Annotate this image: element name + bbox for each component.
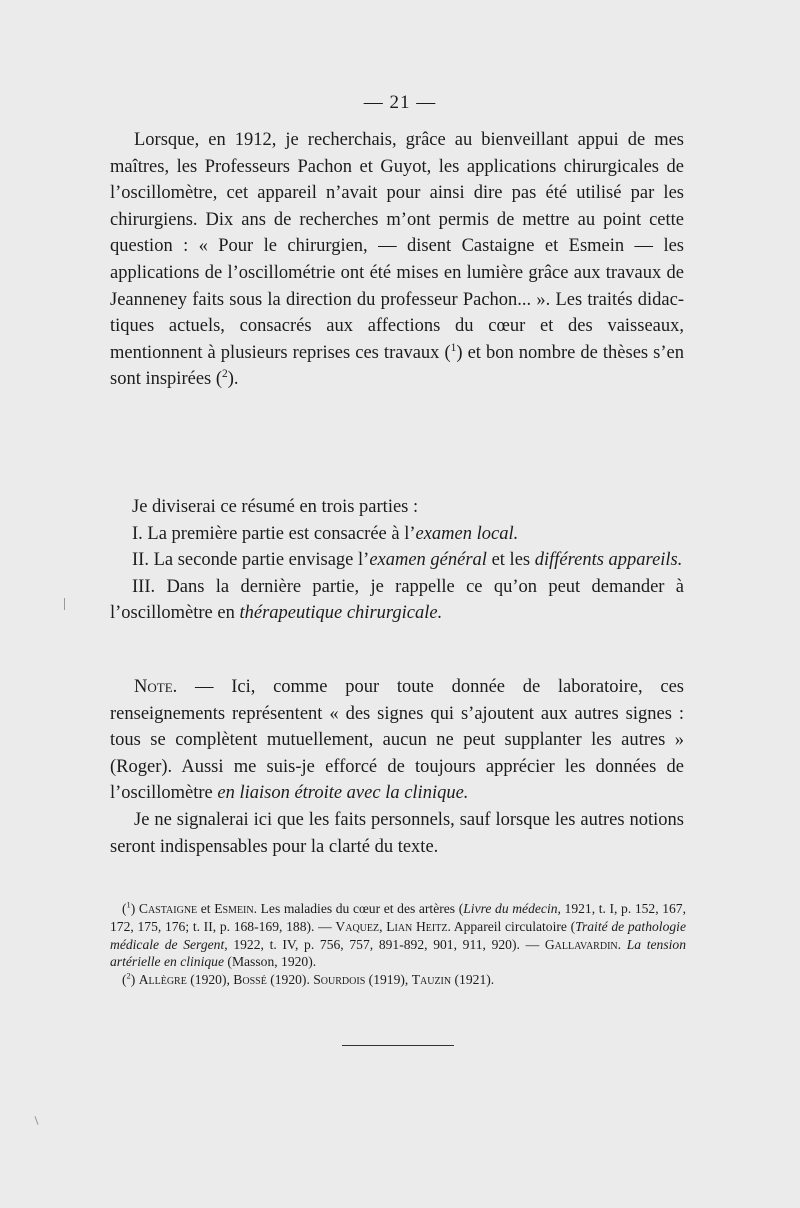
plan-part-text: et les bbox=[486, 550, 535, 571]
footnote-author: Allègre bbox=[138, 972, 187, 988]
footnote-text: . Appareil circulatoire ( bbox=[447, 918, 576, 934]
plan-part-2 bbox=[110, 547, 684, 574]
note-text: Je ne signalerai ici que les faits personnels, sauf lorsque les autres notions seront indispensables pour la clarté du texte. bbox=[110, 809, 684, 857]
footnote-title: Livre du médecin bbox=[463, 901, 558, 916]
intro-text: Lorsque, en 1912, je recherchais, grâce au bienveillant appui de mes maîtres, les Professeurs Pachon et Guyot, les applications chirurgicales de l’oscillomètre, cet appareil n’avait pour ainsi dire pas été utilisé par les chirurgiens. Dix ans de recherches m’ont permis de mettre au point cette question : « Pour le chirurgien, — disent Castaigne et Esmein — les applications de l’oscillométrie ont été mises en lumière grâce aux travaux de Jeanneney faits sous la direction du professeur Pachon... ». Les traités didactiques actuels, consacrés aux affections du cœur et des vaisseaux, mentionnent à plusieurs reprises ces travaux ( bbox=[110, 130, 684, 363]
plan-part-text: II. La seconde partie envisage l’ bbox=[132, 550, 370, 571]
note-text: — Ici, comme pour toute donnée de laboratoire, ces renseignements représentent « des signes qui s’ajoutent aux autres signes : tous se complètent mutuellement, aucun ne peut supplanter les autres » (Roger). Aussi me suis-je efforcé de toujours apprécier les données de l’oscillomètre bbox=[110, 677, 684, 804]
footnote-text: , 1922, t. IV, p. 756, 757, 891-892, 901, 911, 920). — bbox=[224, 936, 545, 952]
note-paragraph-2 bbox=[110, 807, 684, 860]
intro-text: ). bbox=[227, 369, 239, 390]
footnote-number: 2 bbox=[126, 970, 131, 981]
plan-part-text: I. La première partie est consacrée à l’ bbox=[132, 523, 416, 544]
plan-part-emphasis: examen général bbox=[369, 550, 487, 571]
footnote-text: . Les maladies du cœur et des artères ( bbox=[253, 901, 464, 916]
plan-part-emphasis: examen local. bbox=[415, 523, 519, 544]
footnote-text: . bbox=[617, 936, 627, 952]
introduction-paragraph bbox=[110, 127, 684, 393]
footnote-text: et bbox=[197, 901, 215, 916]
plan-part-1 bbox=[110, 521, 684, 548]
footnote-text: (1920), bbox=[186, 972, 234, 988]
note-paragraph bbox=[110, 674, 684, 807]
footnote-text: (1921). bbox=[451, 972, 495, 988]
scan-speck bbox=[64, 598, 65, 610]
footnote-text: , 1921, t. I, p. 152, 167, 172, 175, 176; t. II, p. 168-169, 188). — bbox=[110, 901, 686, 934]
note-emphasis: en liaison étroite avec la clinique. bbox=[217, 783, 469, 804]
footnote-ref-2[interactable]: 2 bbox=[222, 368, 228, 381]
plan-intro-text: Je diviserai ce résumé en trois parties : bbox=[132, 497, 419, 517]
footnote-author: Bossé bbox=[233, 972, 267, 988]
footnote-text: (Masson, 1920). bbox=[224, 954, 317, 970]
footnote-title: Traité de pathologie médicale de Sergent bbox=[110, 918, 686, 952]
plan-part-emphasis: thérapeutique chirurgicale. bbox=[239, 603, 443, 624]
footnotes bbox=[110, 900, 686, 989]
footnote-author: Gallavardin bbox=[544, 936, 618, 952]
introduction-section bbox=[110, 127, 684, 393]
footnote-author: Vaquez, Lian Heitz bbox=[335, 918, 448, 934]
plan-part-3 bbox=[110, 574, 684, 627]
plan-section bbox=[110, 494, 684, 627]
page-number: — 21 — bbox=[363, 92, 437, 113]
footnote-text: (1920). bbox=[266, 972, 314, 988]
footnote-2: ($^2$) Allègre (1920), Bossé (1920). Sourdois (1919), Tauzin (1921). bbox=[122, 970, 495, 988]
note-label: Note. bbox=[134, 677, 178, 697]
plan-intro bbox=[110, 494, 684, 521]
footnote-author: Tauzin bbox=[411, 972, 452, 988]
plan-part-emphasis: différents appareils. bbox=[534, 550, 683, 571]
footnote-author: Castaigne bbox=[138, 901, 198, 916]
scan-speck bbox=[34, 1116, 38, 1125]
footnote-author: Esmein bbox=[214, 901, 254, 916]
footnote-text: (1919), bbox=[365, 972, 412, 988]
footnote-1: ($^1$) Castaigne et Esmein. Les maladies du cœur et des artères (Livre du médecin, 1921, t. I, p. 152, 167, 172, 175, 176; t. II, p. 168-169, 188). — Vaquez, Lian Heitz. Appareil circulatoire (Traité de pathologie médicale de Sergent, 1922, t. IV, p. 756, 757, 891-892, 901, 911, 920). — Gallavardin. La tension artérielle en clinique (Masson, 1920). bbox=[110, 899, 686, 970]
footnote-number: 1 bbox=[126, 899, 131, 910]
plan-part-text: III. Dans la dernière partie, je rappelle ce qu’on peut demander à l’oscillomètre en bbox=[110, 576, 684, 624]
intro-text: ) et bon nombre de thèses s’en sont inspirées ( bbox=[110, 342, 684, 390]
note-section bbox=[110, 674, 684, 860]
end-rule bbox=[342, 1045, 454, 1046]
footnote-title: La tension artérielle en clinique bbox=[110, 936, 686, 970]
footnote-author: Sourdois bbox=[313, 972, 366, 988]
footnote-ref-1[interactable]: 1 bbox=[450, 341, 457, 354]
